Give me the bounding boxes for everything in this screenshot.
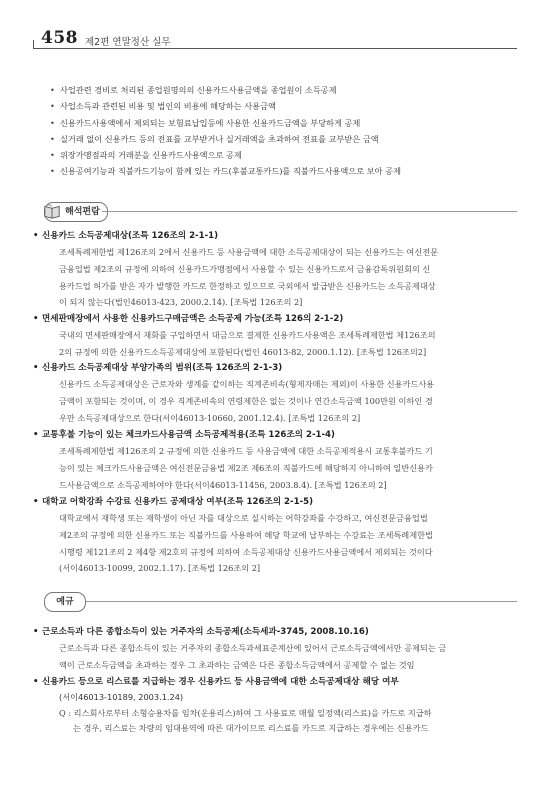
body-line: 근로소득과 다른 종합소득이 있는 거주자의 종합소득과세표준계산에 있어서 근로소득금액에서만 공제되는 금 xyxy=(59,643,447,653)
entry-heading: • 신용카드 소득공제대상(조특 126조의 2-1-1) xyxy=(33,229,517,244)
ruling-entry xyxy=(33,625,517,674)
section-label: 예규 xyxy=(56,597,74,607)
section-label: 해석편람 xyxy=(65,207,100,217)
body-line: 제2조의 규정에 의한 신용카드 또는 직불카드를 사용하여 해당 학교에 납부하는 수강료는 조세특례제한법 xyxy=(59,529,433,540)
question-line: 는 경우, 리스료는 차량의 임대용역에 따른 대가이므로 리스료를 카드로 지급하는 경우에는 신용카드 xyxy=(73,723,429,733)
entry-body xyxy=(59,510,517,577)
body-line: 우만 소득공제대상으로 한다(서이46013-10660, 2001.12.4). [조특법 126조의 2] xyxy=(59,412,361,423)
body-line: 액이 근로소득금액을 초과하는 경우 그 초과하는 금액은 다른 종합소득금액에서 공제할 수 없는 것임 xyxy=(59,659,415,670)
body-line: 금액이 포함되는 것이며, 이 경우 직계존비속의 연령제한은 없는 것이나 연간소득금액 100만원 이하인 경 xyxy=(59,395,433,406)
body-line: 2의 규정에 의한 신용카드소득공제대상에 포함된다(법인 46013-82, 2000.1.12). [조특법 126조의2] xyxy=(59,346,427,357)
body-line: 국내의 면세판매장에서 재화를 구입하면서 대금으로 결제한 신용카드사용액은 조세특례제한법 제126조의 xyxy=(59,330,436,340)
entry-heading: • 교통후불 기능이 있는 체크카드사용금액 소득공제적용(조특 126조의 2-1-4) xyxy=(33,428,517,443)
body-line: 시행령 제121조의 2 제4항 제2호의 규정에 의하여 소득공제대상 신용카드사용금액에서 제외되는 것이다 xyxy=(59,546,433,557)
chapter-title: 제2편 연말정산 실무 xyxy=(85,37,171,48)
section-tab-rulings xyxy=(44,592,86,612)
question-line: Q : 리스회사로부터 소형승용차를 임차(운용리스)하여 그 사용료로 매월 일정액(리스료)을 카드로 지급하 xyxy=(59,707,432,718)
header-rule xyxy=(33,48,517,49)
entry-heading: • 대학교 어학강좌 수강료 신용카드 공제대상 여부(조특 126조의 2-1-5) xyxy=(33,495,517,510)
list-item: • 신용공여기능과 직불카드기능이 함께 있는 카드(후불교통카드)를 직불카드사용액으로 보아 공제 xyxy=(60,163,401,179)
interpretation-entry xyxy=(33,495,517,577)
entry-heading: • 신용카드 소득공제대상 부양가족의 범위(조특 126조의 2-1-3) xyxy=(33,361,517,376)
list-item: • 신용카드사용액에서 제외되는 보험료납입등에 사용한 신용카드금액을 부당하게 공제 xyxy=(60,115,401,131)
list-item: • 사업관련 경비로 처리된 종업원명의의 신용카드사용금액을 종업원이 소득공제 xyxy=(60,82,401,98)
entry-body xyxy=(59,327,517,361)
section-divider xyxy=(86,601,517,602)
entry-heading: • 면세판매장에서 사용한 신용카드구매금액은 소득공제 가능(조특 126의 2-1-2) xyxy=(33,312,517,327)
entry-heading: • 근로소득과 다른 종합소득이 있는 거주자의 소득공제(소득세과-3745, 2008.10.16) xyxy=(33,625,517,640)
entry-reference xyxy=(59,690,517,706)
ruling-entry xyxy=(33,675,517,737)
interpretation-entry xyxy=(33,428,517,493)
section-divider xyxy=(102,211,517,212)
list-item: • 사업소득과 관련된 비용 및 법인의 비용에 해당하는 사용금액 xyxy=(60,98,401,114)
body-line: 이 되지 않는다(법인46013-423, 2000.2.14). [조특법 126조의 2] xyxy=(59,297,303,308)
book-icon xyxy=(43,202,61,220)
section-tab-interpretation xyxy=(44,202,108,222)
body-line: 조세특례제한법 제126조의 2 규정에 의한 신용카드 등 사용금액에 대한 소득공제적용시 교통후불카드 기 xyxy=(59,446,433,456)
interpretation-entry xyxy=(33,229,517,311)
body-line: 능이 있는 체크카드사용금액은 여신전문금융법 제2조 제6조의 직불카드에 해당하지 아니하여 일반신용카 xyxy=(59,462,433,473)
body-line: 금융업법 제2조의 규정에 의하여 신용카드가맹점에서 사용할 수 있는 신용카드로서 금융감독위원회의 신 xyxy=(59,263,431,274)
intro-bullet-list xyxy=(60,82,401,180)
reference-line: (서이46013-10189, 2003.1.24) xyxy=(59,692,184,702)
entry-body xyxy=(59,640,517,674)
body-line: 드사용금액으로 소득공제하여야 한다(서이46013-11456, 2003.8.4). [조특법 126조의 2] xyxy=(59,479,387,490)
header-corner-mark xyxy=(33,40,41,48)
interpretation-entry xyxy=(33,361,517,426)
body-line: 조세특례제한법 제126조의 2에서 신용카드 등 사용금액에 대한 소득공제대상이 되는 신용카드는 여신전문 xyxy=(59,247,439,257)
body-line: 신용카드 소득공제대상은 근로자와 생계를 같이하는 직계존비속(형제자매는 제외)이 사용한 신용카드사용 xyxy=(59,379,435,389)
body-line: 대학교에서 재학생 또는 재학생이 아닌 자를 대상으로 실시하는 어학강좌를 수강하고, 여신전문금융업법 xyxy=(59,513,428,523)
interpretation-entry xyxy=(33,312,517,361)
entry-body xyxy=(59,443,517,493)
entry-body xyxy=(59,376,517,426)
question-block xyxy=(59,706,517,737)
list-item: • 실거래 없이 신용카드 등의 전표를 교부받거나 실거래액을 초과하여 전표를 교부받은 금액 xyxy=(60,131,401,147)
page-number: 458 xyxy=(41,28,78,48)
entry-body xyxy=(59,244,517,311)
body-line: 용카드업 허가를 받은 자가 발행한 카드로 한정하고 있으므로 국외에서 발급받은 신용카드는 소득공제대상 xyxy=(59,280,436,291)
entry-heading: • 신용카드 등으로 리스료를 지급하는 경우 신용카드 등 사용금액에 대한 소득공제대상 해당 여부 xyxy=(33,675,517,690)
list-item: • 위장가맹점과의 거래분을 신용카드사용액으로 공제 xyxy=(60,147,401,163)
body-line: (서이46013-10099, 2002.1.17). [조특법 126조의 2] xyxy=(59,563,261,574)
